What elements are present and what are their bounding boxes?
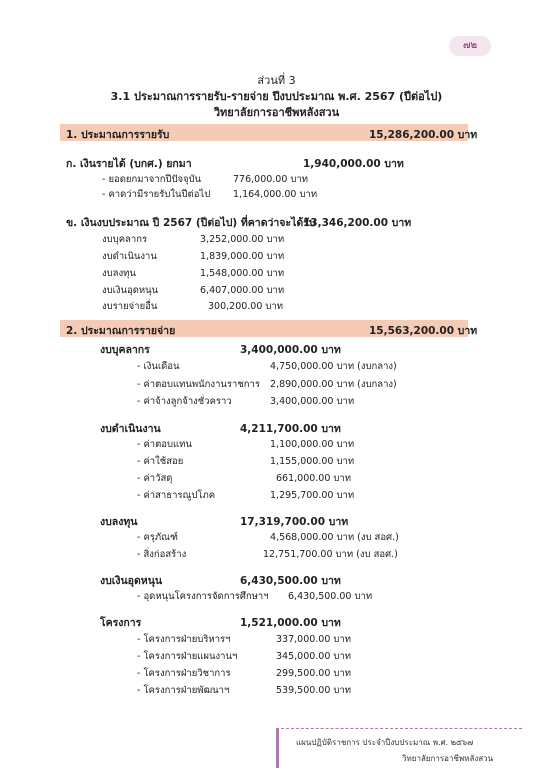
expense-item-value: 4,568,000.00 บาท (งบ สอศ.)	[270, 532, 399, 543]
expense-item-value: 1,155,000.00 บาท	[270, 456, 355, 467]
expense-item-label: - ค่าวัสดุ	[137, 473, 173, 484]
budget-income-value: 13,346,200.00 บาท	[303, 217, 412, 229]
expense-group-value: 4,211,700.00 บาท	[240, 423, 341, 435]
own-item-label: - คาดว่ามีรายรับในปีต่อไป	[102, 189, 211, 200]
expense-group-label: งบบุคลากร	[100, 344, 150, 356]
expense-item-label: - ค่าตอบแทน	[137, 439, 192, 450]
budget-item-label: งบบุคลากร	[102, 234, 148, 245]
expense-item-label: - โครงการฝ่ายแผนงานฯ	[137, 651, 238, 662]
expense-group-value: 1,521,000.00 บาท	[240, 617, 341, 629]
budget-item-value: 1,839,000.00 บาท	[200, 251, 285, 262]
expense-item-value: 12,751,700.00 บาท (งบ สอศ.)	[263, 549, 398, 560]
expense-item-label: - ค่าจ้างลูกจ้างชั่วคราว	[137, 396, 232, 407]
expense-item-label: - ค่าใช้สอย	[137, 456, 184, 467]
expense-item-label: - โครงการฝ่ายวิชาการ	[137, 668, 231, 679]
expense-item-value: 337,000.00 บาท	[276, 634, 352, 645]
budget-item-label: งบรายจ่ายอื่น	[102, 301, 158, 312]
page-number-badge: ๗๒	[449, 36, 491, 56]
expense-item-label: - สิ่งก่อสร้าง	[137, 549, 187, 560]
budget-item-label: งบเงินอุดหนุน	[102, 285, 159, 296]
expense-group-value: 17,319,700.00 บาท	[240, 516, 349, 528]
budget-item-value: 300,200.00 บาท	[208, 301, 284, 312]
expense-item-value: 345,000.00 บาท	[276, 651, 352, 662]
expense-item-label: - เงินเดือน	[137, 361, 180, 372]
budget-item-value: 3,252,000.00 บาท	[200, 234, 285, 245]
budget-item-label: งบลงทุน	[102, 268, 136, 279]
budget-income-label: ข. เงินงบประมาณ ปี 2567 (ปีต่อไป) ที่คาดว่าจะได้รับ	[66, 217, 316, 229]
expense-item-label: - ค่าตอบแทนพนักงานราชการ	[137, 379, 260, 390]
expense-item-value: 4,750,000.00 บาท (งบกลาง)	[270, 361, 397, 372]
expense-group-label: งบดำเนินงาน	[100, 423, 161, 435]
income-total: 15,286,200.00 บาท	[369, 129, 478, 141]
budget-item-value: 6,407,000.00 บาท	[200, 285, 285, 296]
expense-group-label: งบเงินอุดหนุน	[100, 575, 163, 587]
own-item-label: - ยอดยกมาจากปีปัจจุบัน	[102, 174, 202, 185]
expense-item-label: - โครงการฝ่ายบริหารฯ	[137, 634, 231, 645]
own-income-label: ก. เงินรายได้ (บกศ.) ยกมา	[66, 158, 192, 170]
expense-item-label: - ค่าสาธารณูปโภค	[137, 490, 216, 501]
footer-plan-text: แผนปฏิบัติราชการ ประจำปีงบประมาณ พ.ศ. ๒๕๖๗	[296, 738, 474, 747]
section-title: ส่วนที่ 3	[257, 74, 296, 87]
expense-item-value: 539,500.00 บาท	[276, 685, 352, 696]
budget-item-value: 1,548,000.00 บาท	[200, 268, 285, 279]
income-header: 1. ประมาณการรายรับ	[66, 129, 170, 141]
expense-item-value: 1,295,700.00 บาท	[270, 490, 355, 501]
expense-group-value: 6,430,500.00 บาท	[240, 575, 341, 587]
expense-item-label: - อุดหนุนโครงการจัดการศึกษาฯ	[137, 591, 269, 602]
expense-total: 15,563,200.00 บาท	[369, 325, 478, 337]
footer-accent-bar	[276, 728, 279, 768]
footer-college-text: วิทยาลัยการอาชีพหลังสวน	[402, 754, 494, 763]
expense-group-value: 3,400,000.00 บาท	[240, 344, 341, 356]
expense-item-value: 661,000.00 บาท	[276, 473, 352, 484]
own-item-value: 1,164,000.00 บาท	[233, 189, 318, 200]
expense-item-value: 3,400,000.00 บาท	[270, 396, 355, 407]
sub-title: 3.1 ประมาณการรายรับ-รายจ่าย ปีงบประมาณ พ.ศ. 2567 (ปีต่อไป)	[110, 90, 443, 103]
expense-item-value: 1,100,000.00 บาท	[270, 439, 355, 450]
expense-group-label: งบลงทุน	[100, 516, 138, 528]
expense-item-value: 2,890,000.00 บาท (งบกลาง)	[270, 379, 397, 390]
own-income-value: 1,940,000.00 บาท	[303, 158, 404, 170]
page-footer	[276, 728, 522, 768]
expense-item-label: - ครุภัณฑ์	[137, 532, 178, 543]
own-item-value: 776,000.00 บาท	[233, 174, 309, 185]
expense-item-value: 299,500.00 บาท	[276, 668, 352, 679]
expense-header: 2. ประมาณการรายจ่าย	[66, 325, 176, 337]
college-name: วิทยาลัยการอาชีพหลังสวน	[213, 106, 340, 119]
footer-divider	[276, 728, 522, 729]
expense-group-label: โครงการ	[100, 617, 142, 629]
expense-item-label: - โครงการฝ่ายพัฒนาฯ	[137, 685, 230, 696]
budget-item-label: งบดำเนินงาน	[102, 251, 157, 262]
expense-item-value: 6,430,500.00 บาท	[288, 591, 373, 602]
